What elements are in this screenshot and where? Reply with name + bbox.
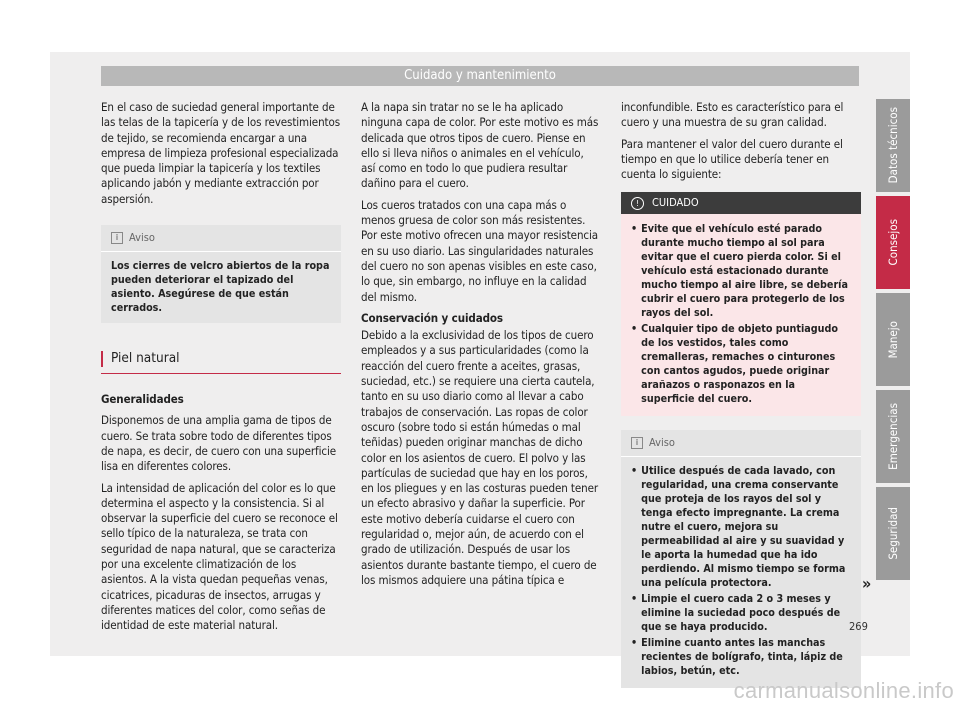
tab-datos-tecnicos[interactable]: Datos técnicos <box>876 99 910 192</box>
tab-consejos[interactable]: Consejos <box>876 196 910 289</box>
page-number: 269 <box>849 620 868 633</box>
column-2 <box>361 100 601 594</box>
notice-item: • Utilice después de cada lavado, con regularidad, una crema conservante que proteja de los rayos del sol y tenga efecto impregnante. La crema nutre el cuero, mejora su permeabilidad al aire y su suavidad y le aporta la humedad que ha ido perdiendo. Al mismo tiempo se forma una película protectora. <box>631 464 846 590</box>
caution-title <box>621 192 861 214</box>
section-heading <box>101 351 341 374</box>
caution-item: • Evite que el vehículo esté parado durante mucho tiempo al sol para evitar que el cuero pierda color. Si el vehículo está estacionado durante mucho tiempo al aire libre, se debería cubrir el cuero para protegerlo de los rayos del sol. <box>631 222 848 320</box>
notice-box <box>101 225 341 323</box>
page-header: Cuidado y mantenimiento <box>101 66 859 86</box>
caution-box <box>621 192 861 416</box>
watermark: carmanualsonline.info <box>733 678 954 703</box>
heading-accent-bar <box>101 351 103 367</box>
notice-title <box>101 225 341 252</box>
paragraph: Disponemos de una amplia gama de tipos de cuero. Se trata sobre todo de diferentes tipos de napa, es decir, de cuero con una superficie lisa en diferentes colores. <box>101 413 336 474</box>
info-icon: i <box>111 232 123 244</box>
paragraph: inconfundible. Esto es característico para el cuero y una muestra de su gran calidad. <box>621 100 844 130</box>
notice-text: Los cierres de velcro abiertos de la ropa pueden deteriorar el tapizado del asiento. Asegúrese de que están cerrados. <box>111 259 330 315</box>
tab-emergencias[interactable]: Emergencias <box>876 390 910 483</box>
caution-title-text: CUIDADO <box>652 196 699 210</box>
paragraph: La intensidad de aplicación del color es lo que determina el aspecto y la consistencia. Si al observar la superficie del cuero se reconoce el sello típico de la naturaleza, se trata con seguridad de napa natural, que se caracteriza por una excelente climatización de los asientos. A la vista quedan pequeñas venas, cicatrices, picaduras de insectos, arrugas y diferentes matices del color, como señas de identidad de este material natural. <box>101 480 338 633</box>
intro-paragraph: En el caso de suciedad general importante de las telas de la tapicería y de los revestimientos de tejido, se recomienda encargar a una empresa de limpieza profesional especializada que pueda limpiar la tapicería y los textiles aplicando jabón y mediante extracción por aspersión. <box>101 100 341 206</box>
subheading-generalidades: Generalidades <box>101 392 184 407</box>
notice-box-2 <box>621 430 861 688</box>
paragraph: Los cueros tratados con una capa más o menos gruesa de color son más resistentes. Por este motivo ofrecen una mayor resistencia en su uso diario. Las singularidades naturales del cuero no son apenas visibles en este caso, lo que, sin embargo, no influye en la calidad del mismo. <box>361 197 599 304</box>
tab-seguridad[interactable]: Seguridad <box>876 487 910 580</box>
notice-title-text: Aviso <box>649 436 675 450</box>
notice-item: • Limpie el cuero cada 2 o 3 meses y elimine la suciedad poco después de que se haya producido. <box>631 592 841 634</box>
column-3 <box>621 100 861 688</box>
warning-icon: ! <box>631 197 644 210</box>
notice-title <box>621 430 861 457</box>
paragraph: Debido a la exclusividad de los tipos de cuero empleados y a sus particularidades (como la reacción del cuero frente a aceites, grasas, suciedad, etc.) se requiere una cierta cautela, tanto en su uso diario como al llevar a cabo trabajos de conservación. Las ropas de color oscuro (sobre todo si están húmedas o mal teñidas) pueden originar manchas de dicho color en los asientos de cuero. El polvo y las partículas de suciedad que hay en los poros, en los pliegues y en las costuras pueden tener un efecto abrasivo y dañar la superficie. Por este motivo debería cuidarse el cuero con regularidad o, mejor aún, de acuerdo con el grado de utilización. Después de usar los asientos durante bastante tiempo, el cuero de los mismos adquiere una pátina típica e <box>361 328 599 587</box>
caution-item: • Cualquier tipo de objeto puntiagudo de los vestidos, tales como cremalleras, remaches o cinturones con cantos agudos, puede originar arañazos o rasponazos en la superficie del cuero. <box>631 322 838 406</box>
section-title: Piel natural <box>111 350 180 367</box>
info-icon: i <box>631 437 643 449</box>
paragraph: Para mantener el valor del cuero durante el tiempo en que lo utilice debería tener en cuenta lo siguiente: <box>621 136 843 182</box>
subheading-conservacion: Conservación y cuidados <box>361 310 503 325</box>
continue-arrow-icon: » <box>862 574 872 593</box>
notice-title-text: Aviso <box>129 231 155 245</box>
column-1 <box>101 100 341 640</box>
paragraph: A la napa sin tratar no se le ha aplicado ninguna capa de color. Por este motivo es más delicada que otros tipos de cuero. Piense en ello si lleva niños o animales en el vehículo, así como en todo lo que pudiera resultar dañino para el cuero. <box>361 100 599 191</box>
tab-manejo[interactable]: Manejo <box>876 293 910 386</box>
side-tabs <box>876 99 910 584</box>
notice-item: • Elimine cuanto antes las manchas recientes de bolígrafo, tinta, lápiz de labios, betún, etc. <box>631 636 843 678</box>
